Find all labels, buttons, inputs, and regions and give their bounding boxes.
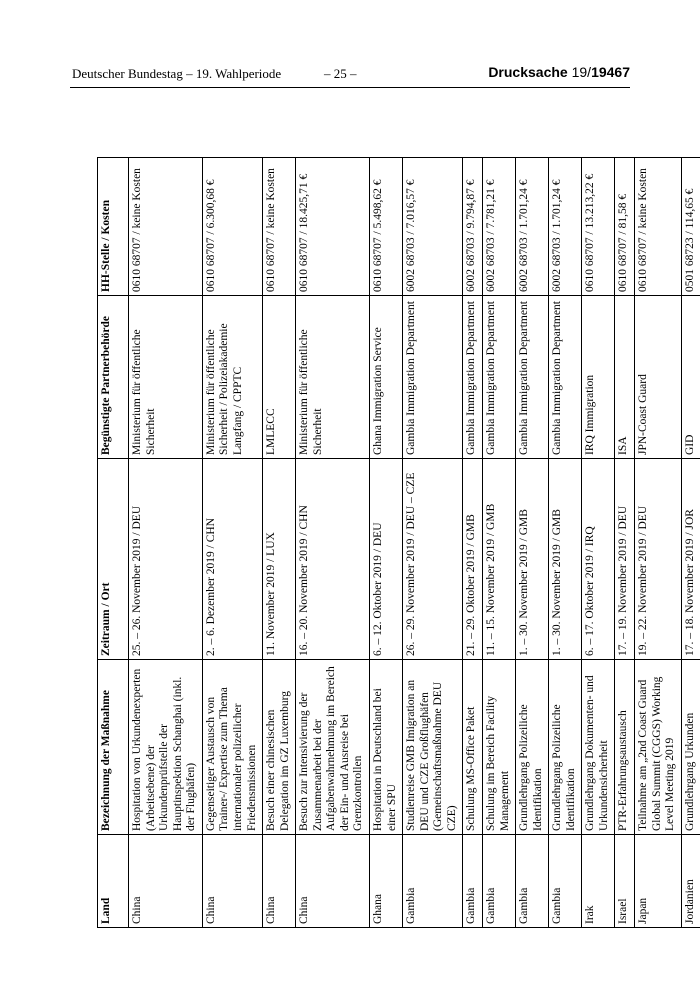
document-number xyxy=(488,64,630,80)
col-header-massnahme: Bezeichnung der Maßnahme xyxy=(98,660,129,835)
cell-land: Irak xyxy=(582,835,615,928)
cell-partner: Gambia Immigration Department xyxy=(403,296,463,459)
cell-massnahme: PTR-Erfahrungsaustausch xyxy=(615,660,635,835)
cell-kosten: 6002 68703 / 7.781,21 € xyxy=(482,158,515,296)
cell-zeitraum: 26. – 29. November 2019 / DEU – CZE xyxy=(403,459,463,660)
table-header-row xyxy=(98,158,129,928)
cell-partner: IRQ Immigration xyxy=(582,296,615,459)
cell-partner: LMLECC xyxy=(263,296,296,459)
cell-massnahme: Schulung im Bereich Facility Management xyxy=(482,660,515,835)
table-row xyxy=(370,158,403,928)
cell-partner: Gambia Immigration Department xyxy=(516,296,549,459)
cell-zeitraum: 6. – 12. Oktober 2019 / DEU xyxy=(370,459,403,660)
table-row xyxy=(482,158,515,928)
cell-kosten: 0610 68707 / 81,58 € xyxy=(615,158,635,296)
cell-kosten: 6002 68703 / 1.701,24 € xyxy=(549,158,582,296)
cell-land: Gambia xyxy=(463,835,483,928)
cell-massnahme: Schulung MS-Office Paket xyxy=(463,660,483,835)
page-number: – 25 – xyxy=(324,66,357,81)
rotated-table-area xyxy=(97,158,696,928)
cell-massnahme: Teilnahme am „2nd Coast Guard Global Summit (CGGS) Working Level Meeting 2019 xyxy=(635,660,682,835)
cell-partner: Gambia Immigration Department xyxy=(463,296,483,459)
table-row xyxy=(549,158,582,928)
cell-zeitraum: 1. – 30. November 2019 / GMB xyxy=(516,459,549,660)
cell-zeitraum: 19. – 22. November 2019 / DEU xyxy=(635,459,682,660)
cell-land: China xyxy=(129,835,203,928)
cell-land: Japan xyxy=(635,835,682,928)
cell-massnahme: Grundlehrgang Polizeiliche Identifikation xyxy=(549,660,582,835)
cell-land: Gambia xyxy=(482,835,515,928)
table-row xyxy=(516,158,549,928)
measures-table xyxy=(97,157,700,928)
header-left: Deutscher Bundestag – 19. Wahlperiode xyxy=(72,66,282,81)
cell-massnahme: Grundlehrgang Dokumenten- und Urkundensicherheit xyxy=(582,660,615,835)
cell-zeitraum: 11. November 2019 / LUX xyxy=(263,459,296,660)
cell-partner: ISA xyxy=(615,296,635,459)
col-header-zeitraum: Zeitraum / Ort xyxy=(98,459,129,660)
cell-kosten: 6002 68703 / 7.016,57 € xyxy=(403,158,463,296)
col-header-partnerbehoerde: Begünstigte Partnerbehörde xyxy=(98,296,129,459)
table-row xyxy=(681,158,700,928)
cell-kosten: 6002 68703 / 9.794,87 € xyxy=(463,158,483,296)
cell-kosten: 0610 68707 / 18.425,71 € xyxy=(296,158,370,296)
table-row xyxy=(202,158,262,928)
table-row xyxy=(582,158,615,928)
cell-massnahme: Studienreise GMB Imigration an DEU und CZE Großflughäfen (Gemeinschaftsmaßnahme DEU CZE) xyxy=(403,660,463,835)
cell-zeitraum: 17. – 19. November 2019 / DEU xyxy=(615,459,635,660)
cell-massnahme: Besuch einer chinesischen Delegation im GZ Luxemburg xyxy=(263,660,296,835)
rotated-table-container xyxy=(97,158,696,928)
table-row xyxy=(129,158,203,928)
cell-kosten: 0610 68707 / keine Kosten xyxy=(129,158,203,296)
cell-zeitraum: 2. – 6. Dezember 2019 / CHN xyxy=(202,459,262,660)
col-header-land: Land xyxy=(98,835,129,928)
table-row xyxy=(296,158,370,928)
cell-zeitraum: 21. – 29. Oktober 2019 / GMB xyxy=(463,459,483,660)
cell-land: Gambia xyxy=(516,835,549,928)
cell-zeitraum: 1. – 30. November 2019 / GMB xyxy=(549,459,582,660)
cell-kosten: 0610 68707 / keine Kosten xyxy=(263,158,296,296)
cell-land: China xyxy=(296,835,370,928)
cell-massnahme: Hospitation in Deutschland bei einer SPU xyxy=(370,660,403,835)
cell-land: Gambia xyxy=(549,835,582,928)
table-row xyxy=(635,158,682,928)
cell-partner: Ministerium für öffentliche Sicherheit xyxy=(296,296,370,459)
cell-zeitraum: 11. – 15. November 2019 / GMB xyxy=(482,459,515,660)
cell-massnahme: Grundlehrgang Urkunden xyxy=(681,660,700,835)
cell-partner: GID xyxy=(681,296,700,459)
cell-land: Jordanien xyxy=(681,835,700,928)
drucksache-number-bold: 19467 xyxy=(591,64,630,80)
cell-massnahme: Gegenseitiger Austausch von Trainer-/ Expertise zum Thema internationaler polizeilicher Friedensmissionen xyxy=(202,660,262,835)
drucksache-number-plain: 19/ xyxy=(571,64,592,80)
header-rule xyxy=(70,87,630,88)
cell-land: Gambia xyxy=(403,835,463,928)
cell-partner: Gambia Immigration Department xyxy=(549,296,582,459)
cell-kosten: 0610 68707 / 13.213,22 € xyxy=(582,158,615,296)
cell-partner: Ministerium für öffentliche Sicherheit / Polizeiakademie Langfang / CPPTC xyxy=(202,296,262,459)
drucksache-label: Drucksache xyxy=(488,64,568,80)
cell-massnahme: Hospitation von Urkundenexperten (Arbeitsebene) der Urkundenprüfstelle der Hauptinspektion Schanghai (inkl. der Flughäfen) xyxy=(129,660,203,835)
cell-land: China xyxy=(202,835,262,928)
cell-kosten: 6002 68703 / 1.701,24 € xyxy=(516,158,549,296)
cell-kosten: 0610 68707 / keine Kosten xyxy=(635,158,682,296)
col-header-hh-stelle: HH-Stelle / Kosten xyxy=(98,158,129,296)
table-row xyxy=(403,158,463,928)
cell-massnahme: Besuch zur Intensivierung der Zusammenarbeit bei der Aufgabenwahrnehmung im Bereich der Ein- und Ausreise bei Grenzkontrollen xyxy=(296,660,370,835)
cell-land: Ghana xyxy=(370,835,403,928)
table-row xyxy=(615,158,635,928)
table-row xyxy=(463,158,483,928)
cell-partner: Ministerium für öffentliche Sicherheit xyxy=(129,296,203,459)
cell-massnahme: Grundlehrgang Polizeiliche Identifikation xyxy=(516,660,549,835)
cell-partner: Gambia Immigration Department xyxy=(482,296,515,459)
cell-land: China xyxy=(263,835,296,928)
cell-land: Israel xyxy=(615,835,635,928)
cell-zeitraum: 16. – 20. November 2019 / CHN xyxy=(296,459,370,660)
cell-zeitraum: 6. – 17. Oktober 2019 / IRQ xyxy=(582,459,615,660)
cell-partner: Ghana Immigration Service xyxy=(370,296,403,459)
cell-zeitraum: 25. – 26. November 2019 / DEU xyxy=(129,459,203,660)
cell-partner: JPN-Coast Guard xyxy=(635,296,682,459)
cell-kosten: 0610 68707 / 5.498,62 € xyxy=(370,158,403,296)
cell-kosten: 0501 68723 / 114,65 € xyxy=(681,158,700,296)
table-row xyxy=(263,158,296,928)
cell-zeitraum: 17. – 18. November 2019 / JOR xyxy=(681,459,700,660)
cell-kosten: 0610 68707 / 6.300,68 € xyxy=(202,158,262,296)
